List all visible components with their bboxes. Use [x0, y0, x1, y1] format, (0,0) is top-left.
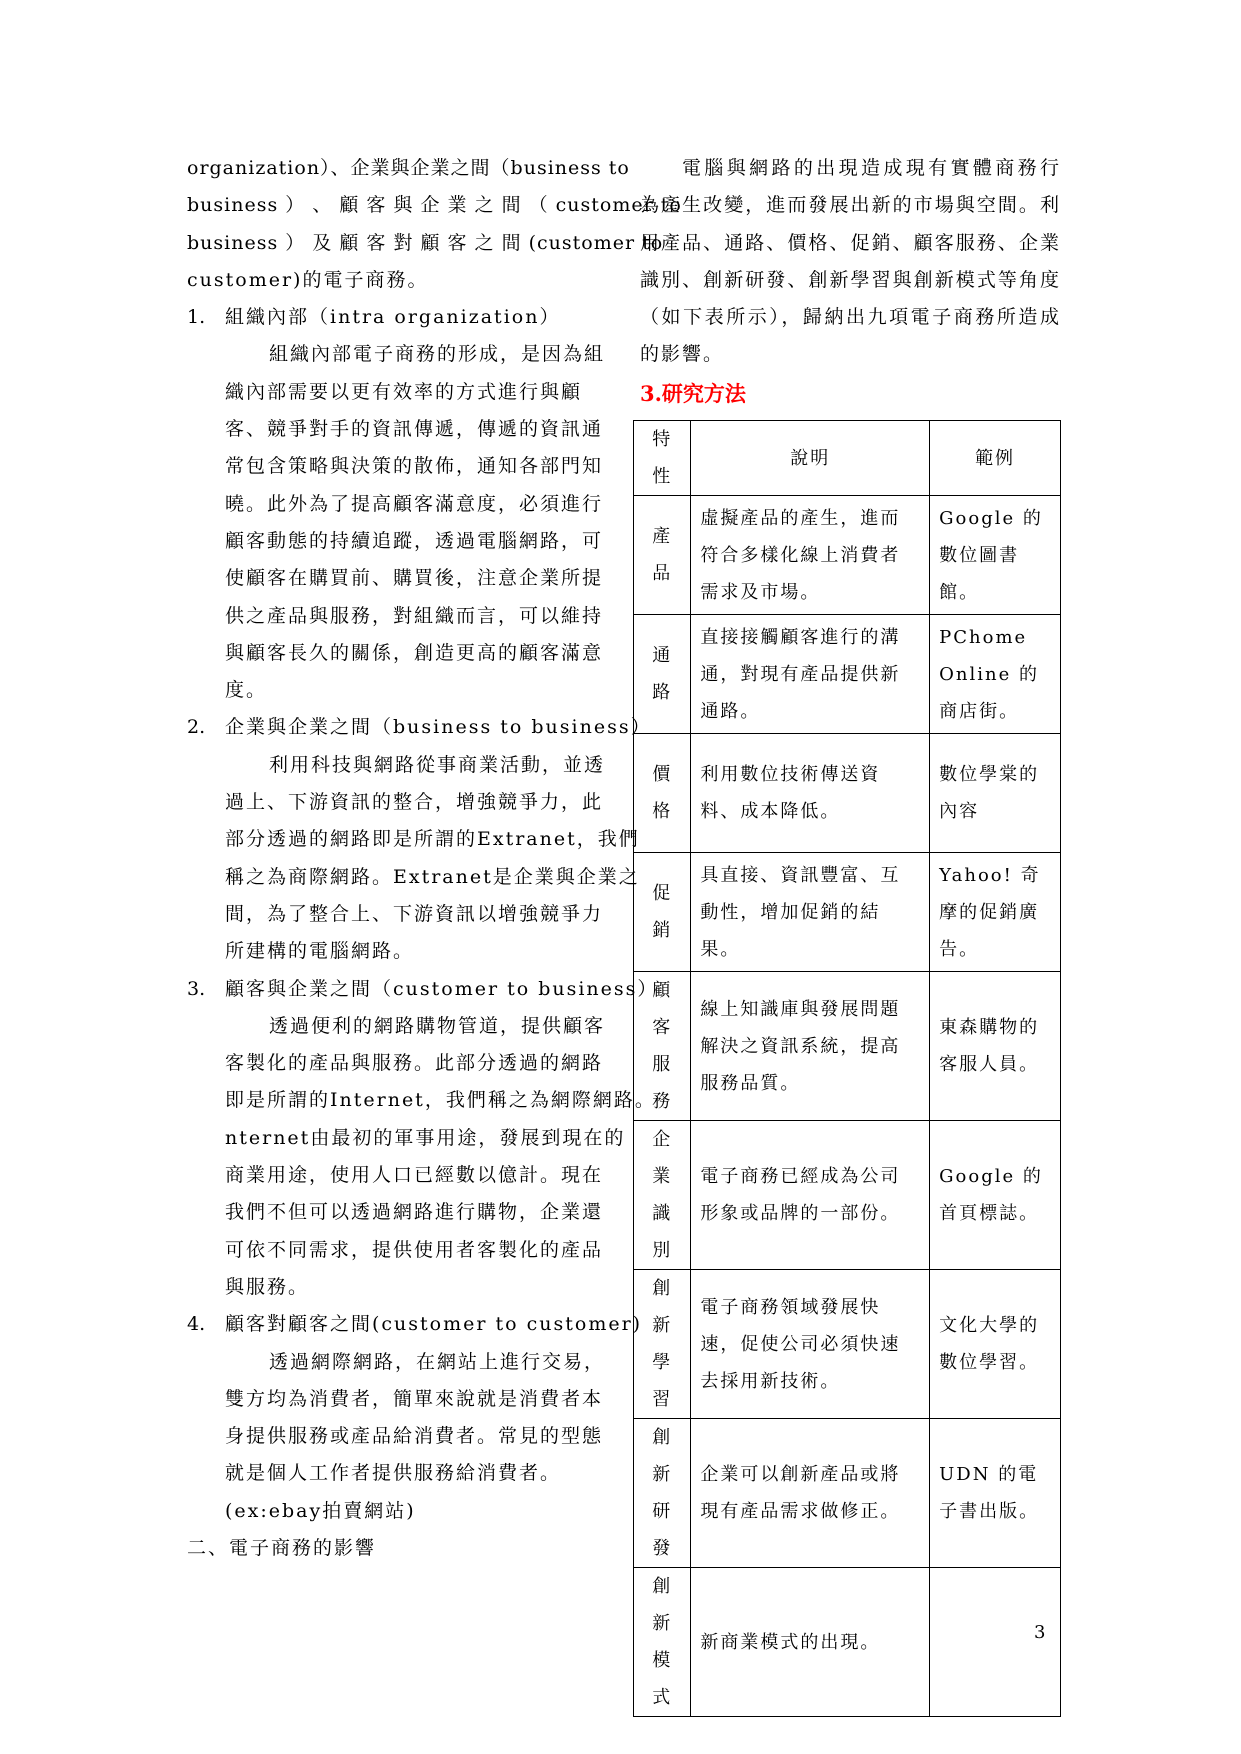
text-line: 身提供服務或產品給消費者。常見的型態: [225, 1425, 604, 1448]
list-item-heading: [187, 299, 599, 336]
list-item-heading: [187, 1306, 643, 1343]
table-row: [634, 734, 1061, 853]
cell-description: 企業可以創新產品或將現有產品需求做修正。: [691, 1419, 930, 1568]
cell-description: 電子商務領域發展快速，促使公司必須快速去採用新技術。: [691, 1270, 930, 1419]
text-line: 為產生改變，進而發展出新的市場與空間。利: [640, 194, 1060, 217]
text-line: 組織內部電子商務的形成，是因為組: [269, 343, 606, 366]
text-line: 識別、創新研發、創新學習與創新模式等角度: [640, 268, 1060, 291]
text-line: 的影響。: [640, 343, 725, 366]
cell-description: 新商業模式的出現。: [691, 1568, 930, 1717]
section-heading: 3.研究方法: [640, 380, 746, 406]
table-row: [634, 615, 1061, 734]
cell-example: Google 的首頁標誌。: [930, 1121, 1061, 1270]
text-line: 稱之為商際網路。Extranet是企業與企業之: [225, 865, 640, 888]
text-line: nternet由最初的軍事用途，發展到現在的: [225, 1126, 626, 1149]
list-item-heading: [187, 709, 652, 746]
text-line: business ） 及 顧 客 對 顧 客 之 間 (customer to: [187, 231, 664, 254]
list-item-title: 顧客與企業之間（customer to business）: [225, 977, 659, 1000]
text-line: 與顧客長久的關係，創造更高的顧客滿意: [225, 641, 604, 664]
text-line: 間，為了整合上、下游資訊以增強競爭力: [225, 902, 604, 925]
text-line: 可依不同需求，提供使用者客製化的產品: [225, 1238, 604, 1261]
text-line: customer)的電子商務。: [187, 268, 429, 291]
table-row: [634, 853, 1061, 972]
cell-description: 線上知識庫與發展問題解決之資訊系統，提高服務品質。: [691, 972, 930, 1121]
text-line: organization）、企業與企業之間（business to: [187, 157, 630, 179]
cell-example: 數位學棠的內容: [930, 734, 1061, 853]
text-line: 二、電子商務的影響: [187, 1536, 377, 1559]
cell-feature: 顧客服務: [634, 972, 691, 1121]
table-row: [634, 1568, 1061, 1717]
cell-feature: 價格: [634, 734, 691, 853]
header-example: 範例: [930, 421, 1061, 496]
cell-example: PChome Online 的商店街。: [930, 615, 1061, 734]
text-line: 使顧客在購買前、購買後，注意企業所提: [225, 567, 604, 590]
cell-example: 文化大學的數位學習。: [930, 1270, 1061, 1419]
text-line: (ex:ebay拍賣網站): [225, 1499, 416, 1522]
list-item-title: 組織內部（intra organization）: [225, 306, 561, 329]
list-number: 1.: [187, 306, 206, 329]
text-line: 利用科技與網路從事商業活動，並透: [269, 753, 606, 776]
text-line: （如下表所示），歸納出九項電子商務所造成: [640, 306, 1060, 329]
table-header-row: [634, 421, 1061, 496]
impact-table: [633, 420, 1061, 1717]
text-line: 客、競爭對手的資訊傳遞，傳遞的資訊通: [225, 418, 604, 441]
text-line: 過上、下游資訊的整合，增強競爭力，此: [225, 791, 604, 814]
text-line: 供之產品與服務，對組織而言，可以維持: [225, 604, 604, 627]
cell-feature: 企業識別: [634, 1121, 691, 1270]
text-line: 織內部需要以更有效率的方式進行與顧: [225, 380, 583, 403]
cell-feature: 創新模式: [634, 1568, 691, 1717]
text-line: 所建構的電腦網路。: [225, 940, 415, 963]
text-line: 常包含策略與決策的散佈，通知各部門知: [225, 455, 604, 478]
list-item-title: 企業與企業之間（business to business）: [225, 716, 652, 739]
text-line: 透過便利的網路購物管道，提供顧客: [269, 1014, 606, 1037]
cell-example: UDN 的電子書出版。: [930, 1419, 1061, 1568]
right-column: [640, 150, 1060, 414]
page-number: 3: [1034, 1622, 1046, 1643]
text-line: 我們不但可以透過網路進行購物，企業還: [225, 1201, 604, 1224]
cell-feature: 創新研發: [634, 1419, 691, 1568]
cell-description: 利用數位技術傳送資料、成本降低。: [691, 734, 930, 853]
text-line: 用產品、通路、價格、促銷、顧客服務、企業: [640, 231, 1060, 254]
text-line: 就是個人工作者提供服務給消費者。: [225, 1462, 562, 1485]
list-number: 2.: [187, 716, 206, 739]
cell-feature: 產品: [634, 496, 691, 615]
text-line: 透過網際網路，在網站上進行交易，: [269, 1350, 606, 1373]
text-line: 電腦與網路的出現造成現有實體商務行: [682, 157, 1060, 179]
cell-description: 具直接、資訊豐富、互動性，增加促銷的結果。: [691, 853, 930, 972]
text-line: 商業用途，使用人口已經數以億計。現在: [225, 1164, 604, 1187]
table-row: [634, 1270, 1061, 1419]
header-feature: 特性: [634, 421, 691, 496]
cell-feature: 創新學習: [634, 1270, 691, 1419]
text-line: 度。: [225, 679, 268, 702]
text-line: 即是所謂的Internet，我們稱之為網際網路。: [225, 1089, 656, 1112]
list-item-heading: [187, 971, 659, 1008]
cell-description: 電子商務已經成為公司形象或品牌的一部份。: [691, 1121, 930, 1270]
text-line: 客製化的產品與服務。此部分透過的網路: [225, 1052, 604, 1075]
text-line: business ） 、 顧 客 與 企 業 之 間 （ customer to: [187, 194, 682, 217]
list-number: 3.: [187, 977, 206, 1000]
cell-example: Google 的數位圖書館。: [930, 496, 1061, 615]
cell-feature: 通路: [634, 615, 691, 734]
header-description: 說明: [691, 421, 930, 496]
list-number: 4.: [187, 1313, 206, 1336]
cell-description: 直接接觸顧客進行的溝通，對現有產品提供新通路。: [691, 615, 930, 734]
cell-description: 虛擬產品的產生，進而符合多樣化線上消費者需求及市場。: [691, 496, 930, 615]
table-row: [634, 496, 1061, 615]
text-line: 雙方均為消費者，簡單來說就是消費者本: [225, 1387, 604, 1410]
text-line: 與服務。: [225, 1275, 310, 1298]
text-line: 曉。此外為了提高顧客滿意度，必須進行: [225, 492, 604, 515]
list-item-title: 顧客對顧客之間(customer to customer): [225, 1313, 643, 1336]
cell-example: Yahoo! 奇摩的促銷廣告。: [930, 853, 1061, 972]
table-row: [634, 1121, 1061, 1270]
text-line: 顧客動態的持續追蹤，透過電腦網路，可: [225, 529, 604, 552]
table-row: [634, 1419, 1061, 1568]
text-line: 部分透過的網路即是所謂的Extranet，我們: [225, 828, 640, 851]
table-row: [634, 972, 1061, 1121]
cell-feature: 促銷: [634, 853, 691, 972]
cell-example: 東森購物的客服人員。: [930, 972, 1061, 1121]
